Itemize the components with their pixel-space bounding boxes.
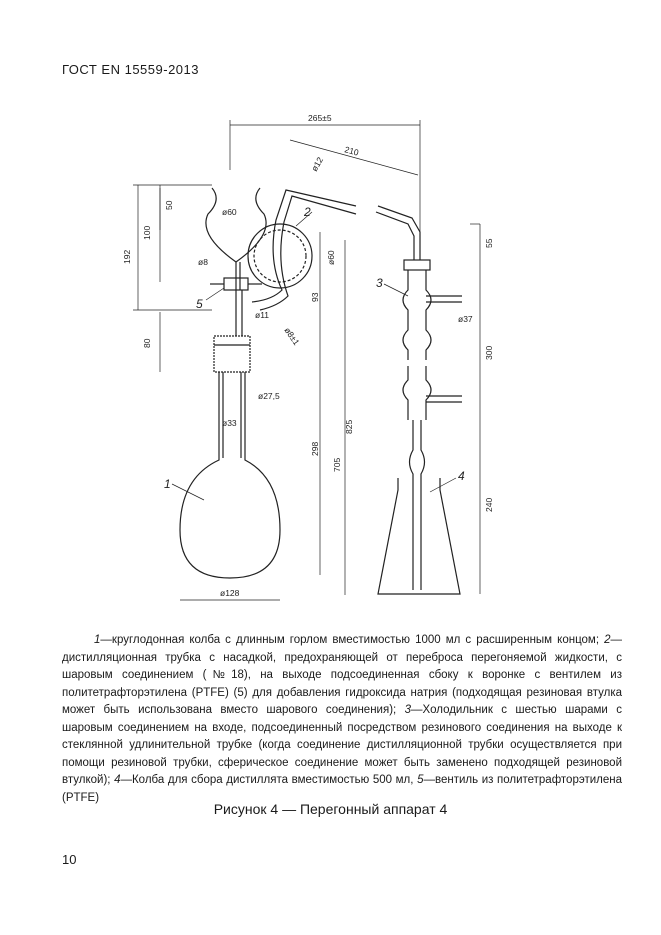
dim-240: 240 bbox=[484, 497, 494, 512]
dim-50: 50 bbox=[164, 200, 174, 210]
label-2: 2 bbox=[304, 205, 311, 219]
dim-80: 80 bbox=[142, 338, 152, 348]
legend-num-1: 1 bbox=[94, 634, 101, 646]
rubber-sleeve bbox=[214, 336, 250, 372]
document-header: ГОСТ EN 15559-2013 bbox=[62, 62, 200, 77]
dim-d8-1: ø8±1 bbox=[282, 325, 302, 347]
dim-d37: ø37 bbox=[458, 314, 473, 324]
condenser-body bbox=[403, 270, 462, 420]
dim-d8: ø8 bbox=[198, 257, 208, 267]
condenser-tube bbox=[376, 206, 420, 260]
splash-head-bulb bbox=[248, 224, 312, 288]
label-4: 4 bbox=[458, 469, 465, 483]
dim-265: 265±5 bbox=[308, 113, 332, 123]
dim-d128: ø128 bbox=[220, 588, 240, 598]
legend-num-2: 2 bbox=[604, 634, 611, 646]
erlenmeyer-flask bbox=[378, 478, 460, 594]
page-number: 10 bbox=[62, 852, 77, 867]
dim-d33: ø33 bbox=[222, 418, 237, 428]
dim-825: 825 bbox=[344, 419, 354, 434]
dim-d60-bulb: ø60 bbox=[326, 250, 336, 265]
dim-55: 55 bbox=[484, 238, 494, 248]
dropping-funnel bbox=[206, 188, 266, 262]
dim-100: 100 bbox=[142, 225, 152, 240]
legend-num-3: 3 bbox=[404, 704, 412, 716]
dim-298: 298 bbox=[310, 441, 320, 456]
legend-item-5: —вентиль из политетрафторэтилена (PTFE) bbox=[62, 774, 622, 804]
dim-210: 210 bbox=[343, 144, 360, 158]
dim-d11: ø11 bbox=[255, 310, 270, 320]
legend-item-2: —дистилляционная трубка с насадкой, предохраняющей от переброса перегоняемой жидкости, с шаровым соединением (№18), на выходе подсоединенная сбоку к воронке с вентилем из политетрафторэтилена (PTFE) (5) для добавления гидроксида натрия (подходящая резиновая втулка может быть использована вместо шарового соединения); bbox=[62, 634, 622, 716]
dim-93: 93 bbox=[310, 292, 320, 302]
legend-num-5: 5 bbox=[417, 774, 424, 786]
round-bottom-flask bbox=[180, 372, 280, 578]
figure-legend bbox=[62, 632, 622, 807]
dim-300: 300 bbox=[484, 345, 494, 360]
dim-192: 192 bbox=[122, 249, 132, 264]
dim-d27-5: ø27,5 bbox=[258, 391, 280, 401]
label-3: 3 bbox=[376, 276, 383, 290]
legend-item-1: —круглодонная колба с длинным горлом вместимостью 1000 мл с расширенным концом; bbox=[100, 634, 605, 646]
legend-item-4: —Колба для сбора дистиллята вместимостью 500 мл, bbox=[120, 774, 418, 786]
figure-title: Рисунок 4 — Перегонный аппарат 4 bbox=[213, 801, 448, 817]
label-5: 5 bbox=[196, 297, 203, 311]
dim-d60-funnel: ø60 bbox=[222, 207, 237, 217]
extension-tube bbox=[410, 420, 425, 590]
legend-num-4: 4 bbox=[114, 774, 121, 786]
dim-705: 705 bbox=[332, 457, 342, 472]
legend-item-3: —Холодильник с шестью шарами с шаровым соединением на входе, подсоединенный посредством резинового соединения на выходе к стеклянной удлинительной трубке (когда соединение дистилляционной трубки осуществляется при помощи резиновой трубки, сферическое соединение может быть заменено подходящей резиновой втулкой); bbox=[62, 704, 622, 786]
label-1: 1 bbox=[164, 477, 171, 491]
dim-d12: ø12 bbox=[309, 155, 326, 173]
